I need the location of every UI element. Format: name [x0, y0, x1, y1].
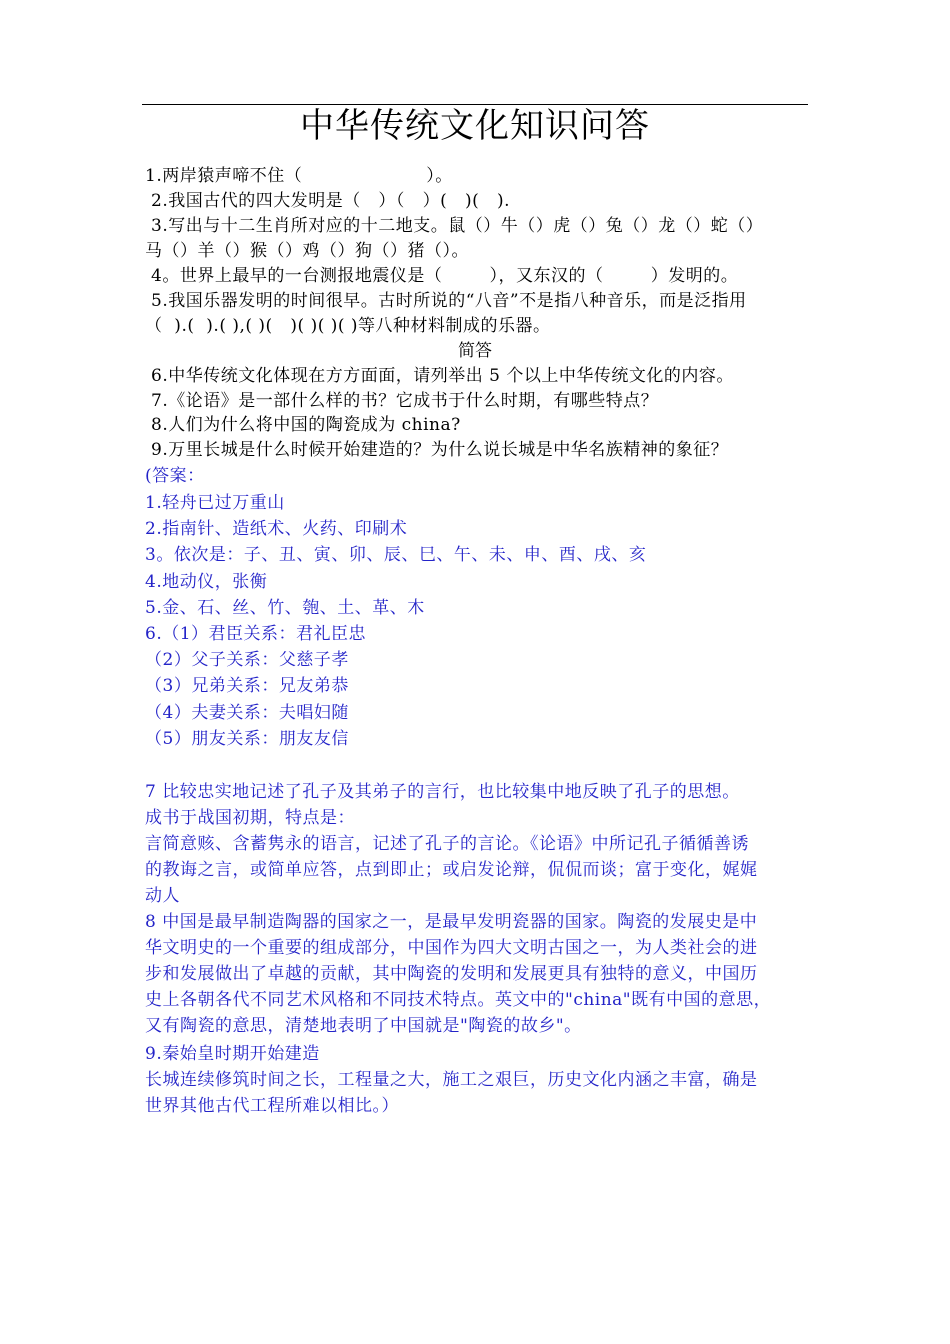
answer-3: 3。依次是：子、丑、寅、卯、辰、巳、午、未、申、酉、戌、亥 [145, 545, 647, 565]
question-3-line-2: 马（）羊（）猴（）鸡（）狗（）猪（）。 [145, 241, 469, 261]
section-label: 简答 [458, 341, 492, 361]
question-1: 1.两岸猿声啼不住（ ）。 [145, 166, 453, 186]
answer-6-4: （4）夫妻关系：夫唱妇随 [145, 703, 349, 723]
answer-6-5: （5）朋友关系：朋友友信 [145, 729, 349, 749]
answer-7-line-5: 动人 [145, 886, 180, 906]
answer-7-line-2: 成书于战国初期，特点是： [145, 808, 355, 828]
answer-9-line-1: 9.秦始皇时期开始建造 [145, 1044, 320, 1064]
answer-1: 1.轻舟已过万重山 [145, 493, 285, 513]
question-2: 2.我国古代的四大发明是（ ）（ ）( )( ). [151, 191, 510, 211]
question-7: 7.《论语》是一部什么样的书？它成书于什么时期，有哪些特点？ [151, 391, 659, 411]
question-4: 4。世界上最早的一台测报地震仪是（ ），又东汉的（ ）发明的。 [151, 266, 739, 286]
answer-5: 5.金、石、丝、竹、匏、土、革、木 [145, 598, 425, 618]
question-5-line-1: 5.我国乐器发明的时间很早。古时所说的“八音”不是指八种音乐，而是泛指用 [151, 291, 747, 311]
answer-8-line-4: 史上各朝各代不同艺术风格和不同技术特点。英文中的"china"既有中国的意思， [145, 990, 772, 1010]
answers-header: (答案： [145, 466, 205, 486]
answer-2: 2.指南针、造纸术、火药、印刷术 [145, 519, 408, 539]
answer-7-line-1: 7 比较忠实地记述了孔子及其弟子的言行，也比较集中地反映了孔子的思想。 [145, 782, 740, 802]
answer-8-line-5: 又有陶瓷的意思，清楚地表明了中国就是"陶瓷的故乡"。 [145, 1016, 582, 1036]
question-3-line-1: 3.写出与十二生肖所对应的十二地支。鼠（）牛（）虎（）兔（）龙（）蛇（） [151, 216, 764, 236]
answer-9-line-2: 长城连续修筑时间之长，工程量之大，施工之艰巨，历史文化内涵之丰富，确是 [145, 1070, 758, 1090]
answer-6-3: （3）兄弟关系：兄友弟恭 [145, 676, 349, 696]
answer-8-line-1: 8 中国是最早制造陶器的国家之一，是最早发明瓷器的国家。陶瓷的发展史是中 [145, 912, 758, 932]
question-8: 8.人们为什么将中国的陶瓷成为 china? [151, 415, 461, 435]
answer-8-line-3: 步和发展做出了卓越的贡献，其中陶瓷的发明和发展更具有独特的意义，中国历 [145, 964, 758, 984]
answer-4: 4.地动仪，张衡 [145, 572, 268, 592]
page-title: 中华传统文化知识问答 [300, 106, 650, 146]
answer-9-line-3: 世界其他古代工程所难以相比。） [145, 1096, 399, 1116]
question-5-line-2: （ ).( ).( ),( )( )( )( )( )等八种材料制成的乐器。 [145, 316, 551, 336]
answer-8-line-2: 华文明史的一个重要的组成部分，中国作为四大文明古国之一，为人类社会的进 [145, 938, 758, 958]
answer-6-1: 6.（1）君臣关系：君礼臣忠 [145, 624, 367, 644]
answer-6-2: （2）父子关系：父慈子孝 [145, 650, 349, 670]
question-6: 6.中华传统文化体现在方方面面，请列举出 5 个以上中华传统文化的内容。 [151, 366, 734, 386]
answer-7-line-3: 言简意赅、含蓄隽永的语言，记述了孔子的言论。《论语》中所记孔子循循善诱 [145, 834, 749, 854]
question-9: 9.万里长城是什么时候开始建造的？为什么说长城是中华名族精神的象征？ [151, 440, 729, 460]
answer-7-line-4: 的教诲之言，或简单应答，点到即止；或启发论辩，侃侃而谈；富于变化，娓娓 [145, 860, 758, 880]
